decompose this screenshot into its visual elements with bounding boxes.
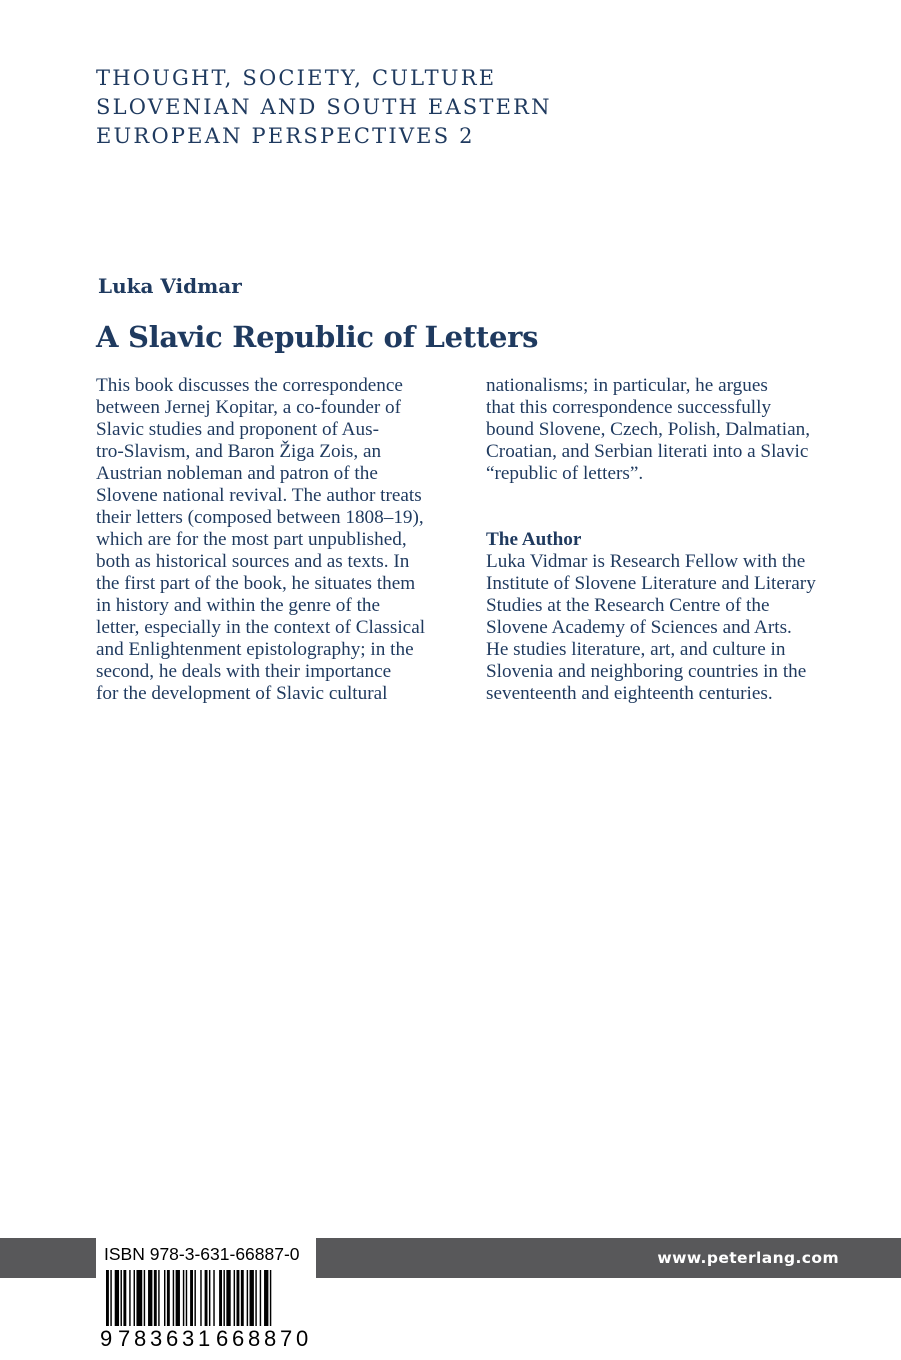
blurb-line: This book discusses the correspondence: [96, 375, 403, 396]
blurb-line: “republic of letters”.: [486, 463, 644, 484]
barcode-digit: 8: [134, 1326, 147, 1351]
blurb-line: the first part of the book, he situates them: [96, 573, 416, 594]
barcode-digit: 3: [182, 1326, 195, 1351]
blurb-line: for the development of Slavic cultural: [96, 683, 388, 704]
series-line-3: EUROPEAN PERSPECTIVES 2: [96, 124, 475, 148]
barcode-digit: 7: [280, 1326, 293, 1351]
about-author-line: Slovene Academy of Sciences and Arts.: [486, 617, 792, 638]
about-author-line: Institute of Slovene Literature and Literary: [486, 573, 816, 594]
barcode-digit: 6: [166, 1326, 179, 1351]
barcode-digit: 3: [150, 1326, 163, 1351]
barcode-digit: 6: [232, 1326, 245, 1351]
about-author-line: He studies literature, art, and culture in: [486, 639, 786, 660]
blurb-line: Slavic studies and proponent of Aus-: [96, 419, 379, 440]
isbn-label: ISBN 978-3-631-66887-0: [104, 1244, 300, 1264]
book-title: A Slavic Republic of Letters: [96, 320, 539, 354]
blurb-line: both as historical sources and as texts. In: [96, 551, 410, 572]
blurb-line: bound Slovene, Czech, Polish, Dalmatian,: [486, 419, 811, 440]
blurb-line: tro-Slavism, and Baron Žiga Zois, an: [96, 441, 382, 462]
blurb-line: nationalisms; in particular, he argues: [486, 375, 768, 396]
barcode-digit: 8: [264, 1326, 277, 1351]
barcode-digit: 8: [248, 1326, 261, 1351]
isbn-barcode-box: [96, 1238, 316, 1360]
series-title-block: [96, 64, 552, 151]
blurb-line: between Jernej Kopitar, a co-founder of: [96, 397, 402, 418]
series-line-1: THOUGHT, SOCIETY, CULTURE: [96, 66, 497, 90]
publisher-website-link[interactable]: www.peterlang.com: [657, 1249, 839, 1267]
about-author-line: Luka Vidmar is Research Fellow with the: [486, 551, 806, 572]
about-author-line: Slovenia and neighboring countries in the: [486, 661, 807, 682]
blurb-line: which are for the most part unpublished,: [96, 529, 407, 550]
blurb-left-column: [96, 375, 456, 705]
blurb-right-column: [486, 375, 846, 705]
blurb-line: Austrian nobleman and patron of the: [96, 463, 378, 484]
blurb-line: Croatian, and Serbian literati into a Slavic: [486, 441, 809, 462]
blurb-line: their letters (composed between 1808–19),: [96, 507, 424, 528]
about-author-line: seventeenth and eighteenth centuries.: [486, 683, 773, 704]
author-name: Luka Vidmar: [98, 274, 242, 298]
blurb-line: that this correspondence successfully: [486, 397, 772, 418]
blurb-line: Slovene national revival. The author treats: [96, 485, 422, 506]
series-line-2: SLOVENIAN AND SOUTH EASTERN: [96, 95, 552, 119]
footer-bar-right: [316, 1238, 901, 1278]
blurb-line: letter, especially in the context of Classical: [96, 617, 426, 638]
barcode-digit: 0: [296, 1326, 309, 1351]
blurb-line: second, he deals with their importance: [96, 661, 392, 682]
blurb-line: and Enlightenment epistolography; in the: [96, 639, 414, 660]
barcode-digit: 7: [118, 1326, 131, 1351]
about-author-line: Studies at the Research Centre of the: [486, 595, 770, 616]
barcode-digit: 1: [198, 1326, 211, 1351]
about-author-heading: The Author: [486, 529, 582, 550]
blurb-line: in history and within the genre of the: [96, 595, 381, 616]
footer-bar-left: [0, 1238, 96, 1278]
barcode-digit: 6: [216, 1326, 229, 1351]
barcode-icon: [102, 1270, 308, 1330]
barcode-digit: 9: [100, 1326, 113, 1351]
